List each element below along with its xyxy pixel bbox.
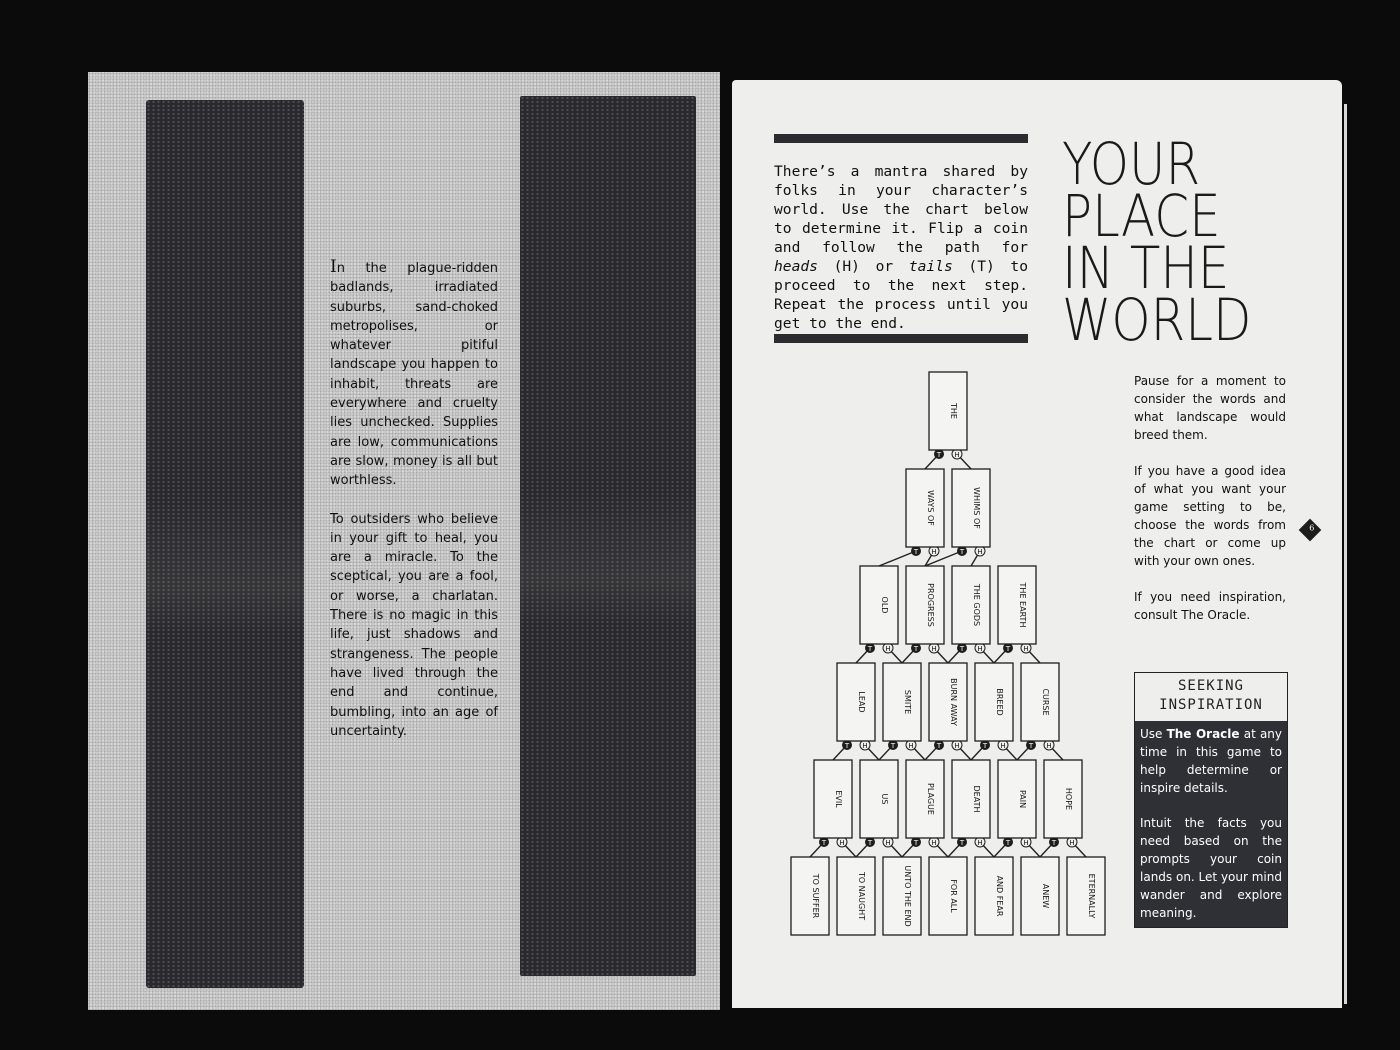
chart-word-box bbox=[998, 566, 1036, 644]
page-number: 6 bbox=[1309, 523, 1315, 533]
intro-text-b: (H) or bbox=[817, 258, 909, 275]
tails-coin-label: T bbox=[936, 741, 942, 750]
heads-coin-label: H bbox=[954, 741, 960, 750]
title-line: WORLD bbox=[1062, 286, 1252, 354]
chart-word-label: LEAD bbox=[857, 691, 866, 713]
chart-word-label: OLD bbox=[880, 596, 889, 614]
oracle-p1-bold: The Oracle bbox=[1166, 727, 1240, 741]
heads-coin-label: H bbox=[1000, 741, 1006, 750]
tails-coin-label: T bbox=[867, 838, 873, 847]
chart-word-box bbox=[837, 663, 875, 741]
left-body-text bbox=[330, 258, 498, 760]
chart-word-label: CURSE bbox=[1041, 688, 1050, 716]
heads-coin-label: H bbox=[908, 741, 914, 750]
chart-word-box bbox=[998, 760, 1036, 838]
tails-coin-label: T bbox=[1005, 644, 1011, 653]
chart-word-box bbox=[837, 857, 875, 935]
tails-coin-label: T bbox=[821, 838, 827, 847]
heads-coin-label: H bbox=[931, 644, 937, 653]
heads-coin-label: H bbox=[839, 838, 845, 847]
chart-word-box bbox=[1044, 760, 1082, 838]
heads-coin-label: H bbox=[862, 741, 868, 750]
intro-text-a: There’s a mantra shared by folks in your character’s world. Use the chart below to determine it. Flip a coin and follow the path for bbox=[774, 163, 1028, 256]
tails-coin-label: T bbox=[1005, 838, 1011, 847]
chart-word-box bbox=[929, 857, 967, 935]
chart-word-label: HOPE bbox=[1064, 787, 1073, 811]
ink-texture-band-left bbox=[146, 100, 304, 988]
tails-coin-label: T bbox=[890, 741, 896, 750]
intro-tails: tails bbox=[908, 258, 953, 275]
chart-word-label: BURN AWAY bbox=[949, 678, 958, 726]
left-paragraph-2: To outsiders who believe in your gift to heal, you are a miracle. To the sceptical, you are a fool, or worse, a charlatan. There is no magic in this life, just shadows and strangeness. The people have lived through the end and continue, bumbling, into an age of uncertainty. bbox=[330, 511, 498, 739]
chart-word-box bbox=[952, 760, 990, 838]
chart-word-label: AND FEAR bbox=[995, 875, 1004, 917]
page-edge-stack-2 bbox=[1344, 104, 1347, 1004]
chart-word-box bbox=[814, 760, 852, 838]
heads-coin-label: H bbox=[1069, 838, 1075, 847]
tails-coin-label: T bbox=[867, 644, 873, 653]
intro-heads: heads bbox=[774, 258, 818, 275]
heads-coin-label: H bbox=[977, 547, 983, 556]
heads-coin-label: H bbox=[1046, 741, 1052, 750]
intro-text-c: (T) to proceed to the next step. Repeat the process until you get to the end. bbox=[774, 258, 1028, 332]
chart-word-label: UNTO THE END bbox=[903, 865, 912, 927]
chart-word-label: WAYS OF bbox=[926, 490, 935, 526]
tails-coin-label: T bbox=[959, 644, 965, 653]
right-page bbox=[732, 80, 1342, 1008]
side-paragraph: If you need inspiration, consult The Oracle. bbox=[1134, 590, 1286, 622]
chart-word-box bbox=[1067, 857, 1105, 935]
oracle-paragraph-2: Intuit the facts you need based on the prompts your coin lands on. Let your mind wander and explore meaning. bbox=[1140, 816, 1282, 920]
heads-coin-label: H bbox=[931, 547, 937, 556]
chart-word-label: TO SUFFER bbox=[811, 873, 820, 919]
heads-coin-label: H bbox=[885, 644, 891, 653]
tails-coin-label: T bbox=[959, 838, 965, 847]
heads-coin-label: H bbox=[977, 838, 983, 847]
chart-word-label: WHIMS OF bbox=[972, 487, 981, 529]
oracle-p1-b: at any time in this game to help determine or inspire details. bbox=[1140, 727, 1282, 795]
tails-coin-label: T bbox=[913, 838, 919, 847]
side-paragraph: If you have a good idea of what you want your game setting to be, choose the words from the chart or come up with your own ones. bbox=[1134, 464, 1286, 568]
chart-word-box bbox=[929, 372, 967, 450]
tails-coin-label: T bbox=[1028, 741, 1034, 750]
chart-word-box bbox=[860, 760, 898, 838]
chart-word-label: FOR ALL bbox=[949, 879, 958, 913]
oracle-p1-a: Use bbox=[1140, 727, 1167, 741]
heads-coin-label: H bbox=[1023, 838, 1029, 847]
chart-word-label: US bbox=[880, 793, 889, 805]
heads-coin-label: H bbox=[954, 450, 960, 459]
oracle-title-line-2: INSPIRATION bbox=[1159, 697, 1263, 713]
mantra-flow-chart bbox=[732, 80, 1342, 1008]
chart-word-label: ETERNALLY bbox=[1087, 873, 1096, 919]
chart-word-box bbox=[929, 663, 967, 741]
left-paragraph-1 bbox=[330, 258, 498, 491]
side-paragraph: Pause for a moment to consider the words and what landscape would breed them. bbox=[1134, 374, 1286, 442]
chart-word-label: PAIN bbox=[1018, 789, 1027, 809]
heads-coin-label: H bbox=[885, 838, 891, 847]
chart-word-box bbox=[883, 663, 921, 741]
chart-word-box bbox=[906, 469, 944, 547]
chart-word-box bbox=[1021, 857, 1059, 935]
chart-branch-line bbox=[879, 551, 916, 566]
left-page bbox=[88, 72, 720, 1010]
title-line: PLACE bbox=[1062, 182, 1221, 250]
tails-coin-label: T bbox=[982, 741, 988, 750]
heads-coin-label: H bbox=[931, 838, 937, 847]
tails-coin-label: T bbox=[1051, 838, 1057, 847]
chart-word-box bbox=[975, 857, 1013, 935]
chart-word-label: THE GODS bbox=[972, 583, 981, 627]
chart-word-box bbox=[860, 566, 898, 644]
chart-word-box bbox=[1021, 663, 1059, 741]
chart-word-box bbox=[791, 857, 829, 935]
ink-texture-band-right bbox=[520, 96, 696, 976]
chart-word-label: PROGRESS bbox=[926, 583, 935, 627]
title-line: IN THE bbox=[1062, 234, 1230, 302]
tails-coin-label: T bbox=[936, 450, 942, 459]
heads-coin-label: H bbox=[977, 644, 983, 653]
tails-coin-label: T bbox=[844, 741, 850, 750]
chart-word-label: SMITE bbox=[903, 689, 912, 715]
drop-cap: I bbox=[330, 257, 337, 277]
chart-word-label: BREED bbox=[995, 688, 1004, 716]
chart-word-box bbox=[906, 566, 944, 644]
chart-word-box bbox=[906, 760, 944, 838]
tails-coin-label: T bbox=[913, 644, 919, 653]
oracle-title-line-1: SEEKING bbox=[1177, 678, 1244, 694]
chart-word-label: DEATH bbox=[972, 785, 981, 813]
chart-word-box bbox=[952, 469, 990, 547]
tails-coin-label: T bbox=[959, 547, 965, 556]
title-line: YOUR bbox=[1062, 130, 1201, 198]
chart-word-box bbox=[952, 566, 990, 644]
chart-word-box bbox=[975, 663, 1013, 741]
chart-word-box bbox=[883, 857, 921, 935]
chart-word-label: THE bbox=[949, 403, 958, 419]
heads-coin-label: H bbox=[1023, 644, 1029, 653]
left-paragraph-1-text: n the plague-ridden badlands, irradiated suburbs, sand-choked metropolises, or whatever pitiful landscape you happen to inhabit, threats are everywhere and cruelty lies unchecked. Supplies are low, communications are slow, money is all but worthless. bbox=[330, 261, 498, 489]
chart-word-label: TO NAUGHT bbox=[857, 871, 866, 921]
chart-word-label: ANEW bbox=[1041, 883, 1050, 909]
tails-coin-label: T bbox=[913, 547, 919, 556]
chart-word-label: THE EARTH bbox=[1018, 582, 1027, 628]
chart-word-label: PLAGUE bbox=[926, 783, 935, 815]
chart-word-label: EVIL bbox=[834, 790, 843, 808]
